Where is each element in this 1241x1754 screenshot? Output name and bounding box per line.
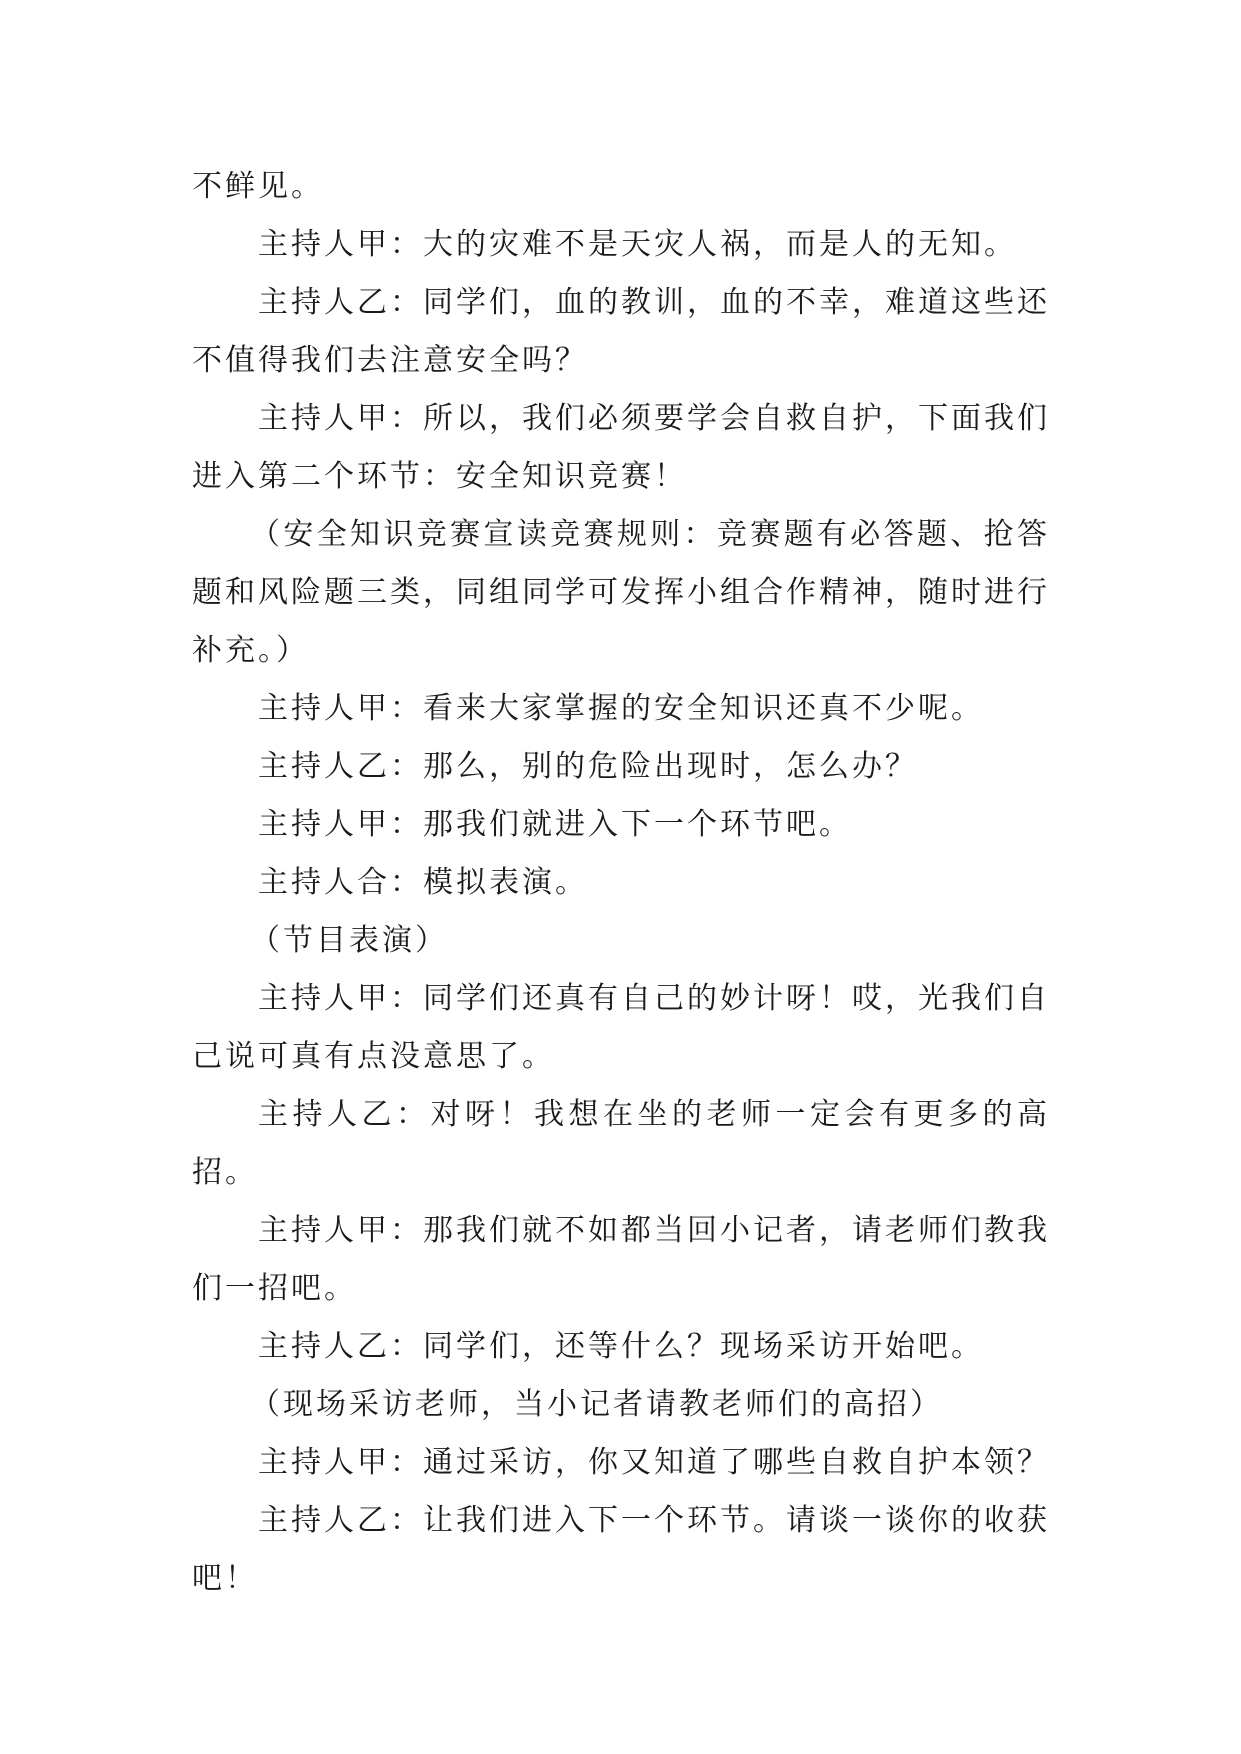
paragraph-stage-direction-interview: （现场采访老师，当小记者请教老师们的高招）: [250, 1387, 943, 1422]
paragraph-host-b-3: 主持人乙：对呀！我想在坐的老师一定会有更多的高招。: [192, 1097, 1050, 1190]
paragraph-host-a-3: 主持人甲：看来大家掌握的安全知识还真不少呢。: [258, 691, 984, 726]
document-body: [192, 158, 1050, 1608]
paragraph-host-a-6: 主持人甲：那我们就不如都当回小记者，请老师们教我们一招吧。: [192, 1213, 1050, 1306]
paragraph-host-b-1: 主持人乙：同学们，血的教训，血的不幸，难道这些还不值得我们去注意安全吗？: [192, 285, 1050, 378]
paragraph-host-b-5: 主持人乙：让我们进入下一个环节。请谈一谈你的收获吧！: [192, 1503, 1050, 1596]
paragraph-continuation: 不鲜见。: [192, 169, 324, 204]
paragraph-host-together: 主持人合：模拟表演。: [258, 865, 588, 900]
paragraph-host-a-5: 主持人甲：同学们还真有自己的妙计呀！哎，光我们自己说可真有点没意思了。: [192, 981, 1050, 1074]
paragraph-host-a-2: 主持人甲：所以，我们必须要学会自救自护，下面我们进入第二个环节：安全知识竞赛！: [192, 401, 1050, 494]
paragraph-host-b-2: 主持人乙：那么，别的危险出现时，怎么办？: [258, 749, 918, 784]
paragraph-stage-direction-performance: （节目表演）: [250, 923, 448, 958]
paragraph-stage-direction-quiz: （安全知识竞赛宣读竞赛规则：竞赛题有必答题、抢答题和风险题三类，同组同学可发挥小组合作精神，随时进行补充。）: [192, 517, 1050, 668]
paragraph-host-b-4: 主持人乙：同学们，还等什么？现场采访开始吧。: [258, 1329, 984, 1364]
paragraph-host-a-4: 主持人甲：那我们就进入下一个环节吧。: [258, 807, 852, 842]
paragraph-host-a-1: 主持人甲：大的灾难不是天灾人祸，而是人的无知。: [258, 227, 1017, 262]
paragraph-host-a-7: 主持人甲：通过采访，你又知道了哪些自救自护本领？: [258, 1445, 1050, 1480]
